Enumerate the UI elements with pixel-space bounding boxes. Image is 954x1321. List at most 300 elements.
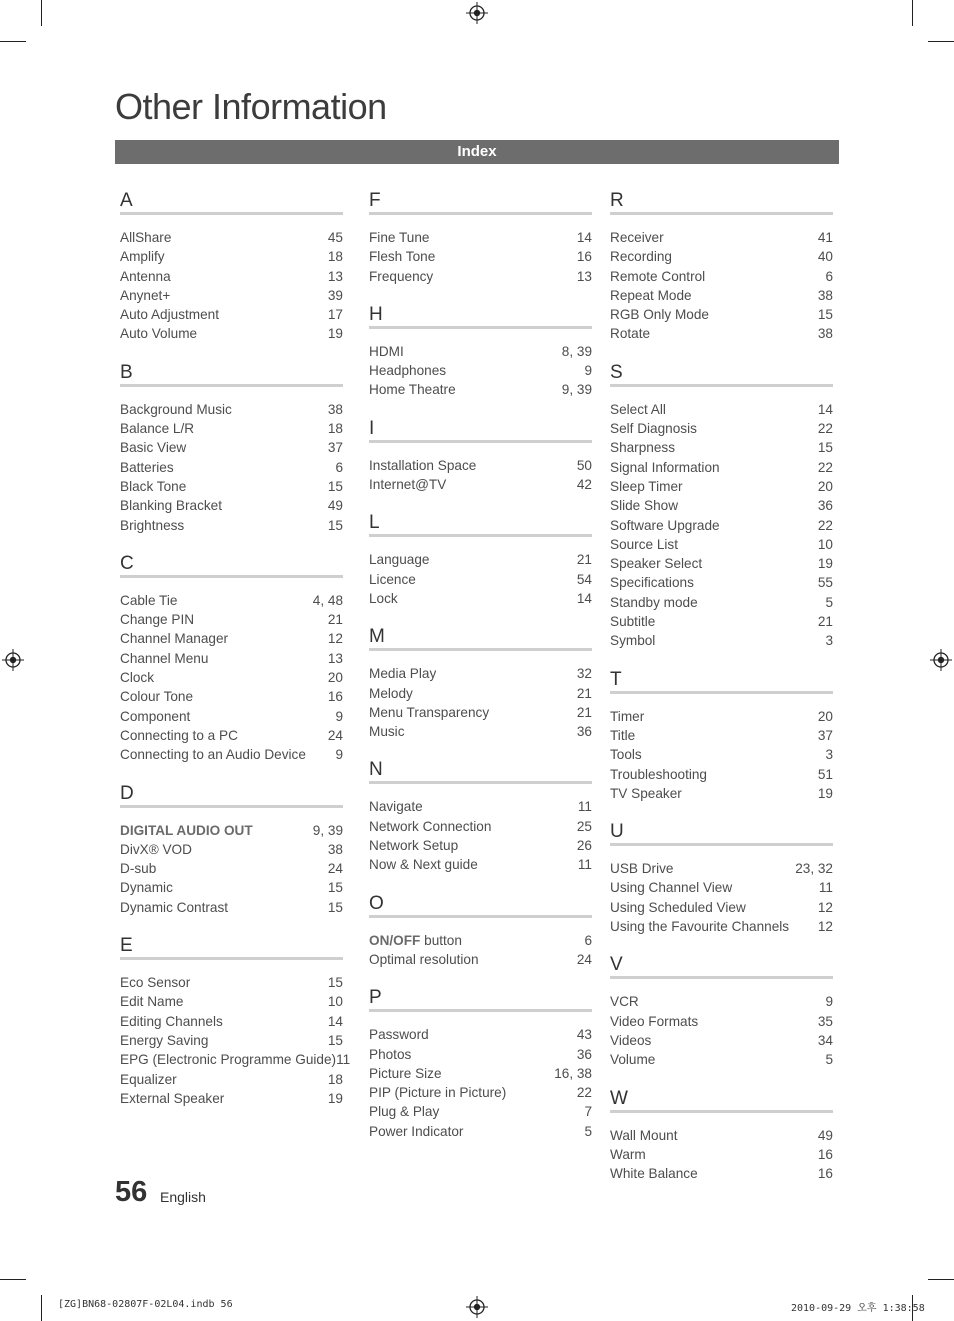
- index-entry-term: [120, 668, 154, 687]
- index-entry: [120, 859, 343, 878]
- index-entry: [610, 631, 833, 650]
- index-entry-term-text: Component: [120, 708, 191, 724]
- index-entry-term: [120, 649, 208, 668]
- index-entry: [369, 817, 592, 836]
- index-entry-term-text: Title: [610, 727, 636, 743]
- index-entry-term: [610, 267, 705, 286]
- index-entry-term: [120, 726, 238, 745]
- index-entry-term-text: EPG (Electronic Programme Guide): [120, 1052, 337, 1068]
- index-entry-term-text: Volume: [610, 1052, 656, 1068]
- index-entry-term-text: Slide Show: [610, 498, 679, 514]
- index-entry-page: 10: [817, 536, 833, 552]
- index-entry: [610, 305, 833, 324]
- index-entry-term-text: Eco Sensor: [120, 975, 191, 991]
- index-entry-page: 15: [327, 517, 343, 533]
- index-entry-page: 49: [817, 1127, 833, 1143]
- index-entry: [610, 516, 833, 535]
- index-entry-term-text: Basic View: [120, 440, 187, 456]
- index-entry-term: [610, 496, 678, 515]
- index-section-t: [610, 669, 833, 803]
- registration-mark-icon: [466, 2, 488, 24]
- index-entry-term-text: Software Upgrade: [610, 517, 720, 533]
- index-entry-term-text: Speaker Select: [610, 556, 703, 572]
- section-divider: [610, 976, 833, 979]
- section-divider: [369, 915, 592, 918]
- index-entry-term-text: Internet@TV: [369, 477, 447, 493]
- index-entry-term-text: Media Play: [369, 666, 437, 682]
- index-entry-term: [120, 458, 174, 477]
- index-entry-term: [369, 475, 446, 494]
- index-entry-page: 15: [817, 307, 833, 323]
- index-entry-term-text: Specifications: [610, 575, 694, 591]
- index-entry-page: 15: [327, 899, 343, 915]
- index-entry-term-text: Picture Size: [369, 1065, 442, 1081]
- index-entry-term: [610, 765, 707, 784]
- index-entry-term-text: Recording: [610, 249, 672, 265]
- index-entry-page: 20: [817, 478, 833, 494]
- index-entry-term-text: Licence: [369, 571, 416, 587]
- index-entry: [120, 821, 343, 840]
- index-entry-page: 41: [817, 230, 833, 245]
- index-entry-term-text: Frequency: [369, 268, 434, 284]
- index-section-f: [369, 190, 592, 286]
- index-entry-page: 15: [327, 880, 343, 896]
- registration-mark-icon: [930, 649, 952, 671]
- index-section-n: [369, 759, 592, 874]
- index-entry-term: [369, 456, 476, 475]
- index-entry: [120, 992, 343, 1011]
- index-entry-page: 20: [327, 670, 343, 686]
- index-entry-term-text: Cable Tie: [120, 592, 178, 608]
- index-entry-term-text: Photos: [369, 1046, 412, 1062]
- index-entry: [610, 267, 833, 286]
- index-entry-term: [120, 1012, 223, 1031]
- index-entry-term: [369, 228, 429, 247]
- index-entry-term: [369, 664, 436, 683]
- index-entry: [610, 1145, 833, 1164]
- index-entry-page: 6: [825, 268, 833, 284]
- index-entry: [369, 550, 592, 569]
- index-entry-term: [369, 855, 478, 874]
- index-entry-term: [120, 973, 190, 992]
- index-entry-term: [120, 629, 228, 648]
- index-entry-term: [369, 950, 479, 969]
- index-entry: [610, 496, 833, 515]
- index-entry-page: 4, 48: [312, 592, 343, 608]
- index-entry-page: 10: [327, 994, 343, 1010]
- index-entry: [369, 589, 592, 608]
- index-entry-page: 38: [817, 287, 833, 303]
- page-number: 56: [115, 1176, 148, 1208]
- index-entry-term: [610, 784, 682, 803]
- index-entry-term: [120, 477, 186, 496]
- index-letter-heading: O: [369, 892, 384, 914]
- index-entry-term: [369, 1102, 439, 1121]
- index-entry-term: [369, 550, 429, 569]
- crop-mark: [0, 41, 26, 42]
- index-entry-term-text: Connecting to a PC: [120, 727, 238, 743]
- index-entry-term: [369, 589, 398, 608]
- index-entry: [610, 477, 833, 496]
- index-entry-page: 37: [817, 727, 833, 743]
- index-section-e: [120, 935, 351, 1108]
- index-entry-term-text: Black Tone: [120, 478, 187, 494]
- section-divider: [610, 212, 833, 215]
- index-entry-term: [610, 1145, 646, 1164]
- index-entry: [120, 477, 343, 496]
- index-entry: [369, 950, 592, 969]
- index-entry-term: [369, 722, 405, 741]
- crop-mark: [928, 41, 954, 42]
- index-entry-term: [610, 612, 655, 631]
- index-entry-page: 19: [327, 326, 343, 342]
- index-section-v: [610, 954, 833, 1069]
- index-entry: [120, 726, 343, 745]
- index-entry-page: 38: [327, 401, 343, 417]
- index-entry-term-text: Channel Menu: [120, 650, 209, 666]
- index-entry-term-text: Amplify: [120, 249, 165, 265]
- index-entry-page: 19: [327, 1090, 343, 1106]
- index-entry: [369, 1025, 592, 1044]
- index-entry-term: [369, 1083, 506, 1102]
- index-entry-term-text: Using Scheduled View: [610, 899, 746, 915]
- index-entry-term-text: Editing Channels: [120, 1013, 223, 1029]
- index-entry-term-text: DIGITAL AUDIO OUT: [120, 822, 253, 838]
- index-entry: [610, 784, 833, 803]
- index-entry: [610, 324, 833, 343]
- index-entry-term-text: Brightness: [120, 517, 185, 533]
- index-entry: [120, 438, 343, 457]
- section-divider: [369, 781, 592, 784]
- index-entry: [369, 361, 592, 380]
- index-entry-page: 25: [576, 818, 592, 834]
- index-entry-term-text: Language: [369, 552, 430, 568]
- index-entry-term-text: Headphones: [369, 363, 447, 379]
- index-entry-page: 13: [327, 268, 343, 284]
- index-entry: [610, 765, 833, 784]
- index-entry-term: [610, 228, 664, 247]
- index-entry-term: [120, 1070, 177, 1089]
- index-entry: [120, 878, 343, 897]
- index-entry: [120, 324, 343, 343]
- index-entry-term-text: AllShare: [120, 230, 172, 245]
- index-entry-term-text: Change PIN: [120, 612, 195, 628]
- index-entry-page: 9: [584, 363, 592, 379]
- index-entry-term: [120, 438, 186, 457]
- index-entry-term: [610, 458, 720, 477]
- index-entry-page: 37: [327, 440, 343, 456]
- index-entry: [610, 247, 833, 266]
- index-entry: [610, 419, 833, 438]
- index-section-m: [369, 626, 592, 741]
- index-entry-term: [120, 496, 222, 515]
- index-entry-term-text: Dynamic: [120, 880, 173, 896]
- index-entry-term-text: Home Theatre: [369, 382, 456, 398]
- index-entry: [120, 973, 343, 992]
- index-column-2: [369, 190, 592, 1159]
- index-entry-page: 38: [817, 326, 833, 342]
- index-entry-page: 9: [335, 747, 343, 763]
- index-entry: [120, 687, 343, 706]
- index-entry-term-text: TV Speaker: [610, 785, 682, 801]
- index-entry-page: 3: [825, 747, 833, 763]
- index-entry-page: 13: [576, 268, 592, 284]
- index-entry-term: [610, 573, 694, 592]
- index-entry-page: 54: [576, 571, 592, 587]
- index-entry-term: [369, 570, 416, 589]
- index-letter-heading: C: [120, 552, 134, 574]
- index-entry-term-text: Receiver: [610, 230, 664, 245]
- section-divider: [120, 212, 343, 215]
- index-entry-term-text: Balance L/R: [120, 421, 195, 437]
- index-entry-term-text: Using the Favourite Channels: [610, 919, 790, 935]
- index-entry-term: [120, 821, 253, 840]
- index-entry-page: 35: [817, 1013, 833, 1029]
- index-entry-page: 5: [825, 1052, 833, 1068]
- index-entry-page: 19: [817, 785, 833, 801]
- index-entry-page: 21: [576, 704, 592, 720]
- index-entry-page: 15: [327, 1032, 343, 1048]
- index-entry-page: 5: [584, 1123, 592, 1139]
- index-entry: [610, 458, 833, 477]
- index-entry-term: [610, 247, 672, 266]
- index-entry-term-text: Plug & Play: [369, 1104, 440, 1120]
- index-entry-term: [610, 707, 644, 726]
- index-entry-term: [120, 840, 192, 859]
- index-entry: [610, 573, 833, 592]
- index-entry-page: 23, 32: [795, 861, 833, 877]
- index-entry-term-text: Subtitle: [610, 614, 656, 630]
- index-entry-page: 21: [576, 552, 592, 568]
- index-entry-term-text: Remote Control: [610, 268, 706, 284]
- index-section-u: [610, 821, 833, 936]
- index-section-p: [369, 987, 592, 1141]
- index-entry: [369, 684, 592, 703]
- index-entry-page: 17: [327, 307, 343, 323]
- index-entry-term: [120, 1031, 208, 1050]
- index-entry: [369, 1122, 592, 1141]
- index-letter-heading: D: [120, 782, 134, 804]
- registration-mark-icon: [2, 649, 24, 671]
- index-letter-heading: B: [120, 361, 133, 383]
- index-entry-term-text: Warm: [610, 1146, 646, 1162]
- index-entry: [120, 1031, 343, 1050]
- index-entry: [610, 228, 833, 247]
- index-entry: [120, 629, 343, 648]
- index-entry-term-text: Signal Information: [610, 459, 720, 475]
- index-entry-term: [369, 361, 446, 380]
- index-entry-term-text: Repeat Mode: [610, 287, 692, 303]
- index-entry-term: [369, 1045, 411, 1064]
- index-entry-term: [610, 1031, 651, 1050]
- index-entry: [369, 855, 592, 874]
- index-entry-term-text: Edit Name: [120, 994, 184, 1010]
- index-entry-term: [120, 992, 183, 1011]
- index-entry-term-text: Channel Manager: [120, 631, 229, 647]
- index-entry-term-text: Self Diagnosis: [610, 421, 697, 437]
- index-entry: [610, 707, 833, 726]
- index-entry-term-text: Connecting to an Audio Device: [120, 747, 306, 763]
- index-entry-term-text: Symbol: [610, 633, 656, 649]
- index-entry-term: [610, 516, 720, 535]
- index-entry-term-text: Equalizer: [120, 1071, 177, 1087]
- index-entry: [610, 438, 833, 457]
- index-entry-term: [120, 419, 194, 438]
- index-entry-term: [610, 477, 683, 496]
- index-entry-term: [120, 610, 194, 629]
- index-entry-term-text: Dynamic Contrast: [120, 899, 229, 915]
- index-section-d: [120, 783, 343, 917]
- crop-mark: [41, 1295, 42, 1321]
- index-entry-page: 14: [327, 1013, 343, 1029]
- index-entry: [369, 247, 592, 266]
- index-entry: [610, 535, 833, 554]
- index-entry: [120, 400, 343, 419]
- index-entry-page: 22: [576, 1085, 592, 1101]
- index-entry-term-text: Batteries: [120, 459, 174, 475]
- index-entry-page: 9: [335, 708, 343, 724]
- index-entry-term: [369, 797, 423, 816]
- index-entry-term-text: RGB Only Mode: [610, 307, 709, 323]
- index-entry-term: [369, 247, 435, 266]
- index-entry-term: [369, 684, 413, 703]
- index-entry-page: 50: [576, 457, 592, 473]
- index-entry-page: 18: [327, 1071, 343, 1087]
- index-letter-heading: W: [610, 1087, 628, 1109]
- index-entry-term: [610, 1126, 677, 1145]
- index-entry-term-text: Video Formats: [610, 1013, 699, 1029]
- index-entry-term: [120, 305, 219, 324]
- section-divider: [369, 326, 592, 329]
- index-entry-term-text: Rotate: [610, 326, 651, 342]
- index-entry-term-text: Navigate: [369, 799, 423, 815]
- index-entry: [610, 1126, 833, 1145]
- index-entry: [120, 286, 343, 305]
- index-entry: [369, 797, 592, 816]
- index-entry-term-text: DivX® VOD: [120, 841, 192, 857]
- index-entry: [610, 992, 833, 1011]
- index-entry-term: [610, 324, 650, 343]
- index-entry-term: [120, 687, 193, 706]
- index-entry-term-text: Sharpness: [610, 440, 675, 456]
- index-entry-page: 26: [576, 838, 592, 854]
- index-entry-term: [120, 745, 306, 764]
- section-divider: [120, 805, 343, 808]
- index-entry-term: [369, 703, 489, 722]
- section-divider: [369, 648, 592, 651]
- index-entry: [369, 1045, 592, 1064]
- index-entry-term-text: Antenna: [120, 268, 171, 284]
- index-entry: [120, 496, 343, 515]
- index-entry-term: [369, 267, 433, 286]
- print-slug-file: [ZG]BN68-02807F-02L04.indb 56: [58, 1299, 233, 1310]
- index-entry: [120, 649, 343, 668]
- index-entry-page: 34: [817, 1032, 833, 1048]
- index-entry-term: [610, 1050, 655, 1069]
- index-section-a: [120, 190, 343, 344]
- index-entry-term: [369, 1122, 463, 1141]
- index-letter-heading: H: [369, 303, 383, 325]
- index-entry-page: 21: [327, 612, 343, 628]
- index-entry: [120, 591, 343, 610]
- index-entry: [120, 516, 343, 535]
- index-entry-term: [610, 305, 709, 324]
- index-entry: [369, 664, 592, 683]
- index-entry-term-text: Colour Tone: [120, 689, 194, 705]
- index-entry: [610, 878, 833, 897]
- index-entry-page: 15: [327, 478, 343, 494]
- index-column-1: [120, 190, 351, 1126]
- index-entry: [120, 745, 343, 764]
- index-entry: [369, 836, 592, 855]
- index-letter-heading: S: [610, 361, 623, 383]
- index-entry: [120, 668, 343, 687]
- index-entry-term: [369, 836, 458, 855]
- index-entry-page: 7: [584, 1104, 592, 1120]
- index-entry: [120, 419, 343, 438]
- section-divider: [369, 212, 592, 215]
- index-entry-page: 22: [817, 421, 833, 437]
- index-entry-page: 12: [817, 919, 833, 935]
- index-entry-page: 51: [817, 766, 833, 782]
- print-slug-date: 2010-09-29 오후 1:38:58: [791, 1303, 925, 1314]
- section-divider: [610, 843, 833, 846]
- index-entry-term: [610, 859, 673, 878]
- index-entry-page: 16: [817, 1146, 833, 1162]
- index-entry-page: 11: [336, 1052, 351, 1068]
- index-entry: [610, 726, 833, 745]
- index-entry-page: 21: [576, 685, 592, 701]
- index-entry: [120, 707, 343, 726]
- index-entry-term: [610, 898, 746, 917]
- index-letter-heading: F: [369, 190, 381, 211]
- index-entry-term-text: ON/OFF: [369, 932, 421, 948]
- index-entry: [610, 1031, 833, 1050]
- index-entry-term: [369, 1064, 442, 1083]
- index-entry-page: 18: [327, 421, 343, 437]
- index-entry: [369, 456, 592, 475]
- index-entry-term: [610, 286, 692, 305]
- index-section-l: [369, 512, 592, 608]
- index-entry-page: 18: [327, 249, 343, 265]
- index-entry-term-text: Videos: [610, 1032, 652, 1048]
- index-entry: [120, 1070, 343, 1089]
- index-entry-term-text: Using Channel View: [610, 880, 733, 896]
- index-entry-page: 24: [327, 861, 343, 877]
- index-entry-term-text: Lock: [369, 590, 398, 606]
- index-entry-term: [610, 593, 698, 612]
- index-entry-page: 22: [817, 459, 833, 475]
- index-entry-term: [120, 1089, 224, 1108]
- index-entry-page: 36: [817, 498, 833, 514]
- index-entry-term-text: Troubleshooting: [610, 766, 707, 782]
- index-section-i: [369, 418, 592, 495]
- index-entry: [120, 267, 343, 286]
- index-entry-term: [120, 286, 170, 305]
- index-letter-heading: T: [610, 668, 622, 690]
- index-entry: [610, 1012, 833, 1031]
- index-section-o: [369, 893, 592, 970]
- index-letter-heading: P: [369, 987, 382, 1009]
- index-entry: [610, 286, 833, 305]
- index-entry-term: [120, 1050, 336, 1069]
- index-entry: [120, 1012, 343, 1031]
- index-entry-term: [610, 1012, 698, 1031]
- index-entry-term-text: VCR: [610, 994, 639, 1010]
- index-entry: [610, 898, 833, 917]
- index-entry-term-text: USB Drive: [610, 861, 674, 877]
- index-entry-term-text: Now & Next guide: [369, 857, 478, 873]
